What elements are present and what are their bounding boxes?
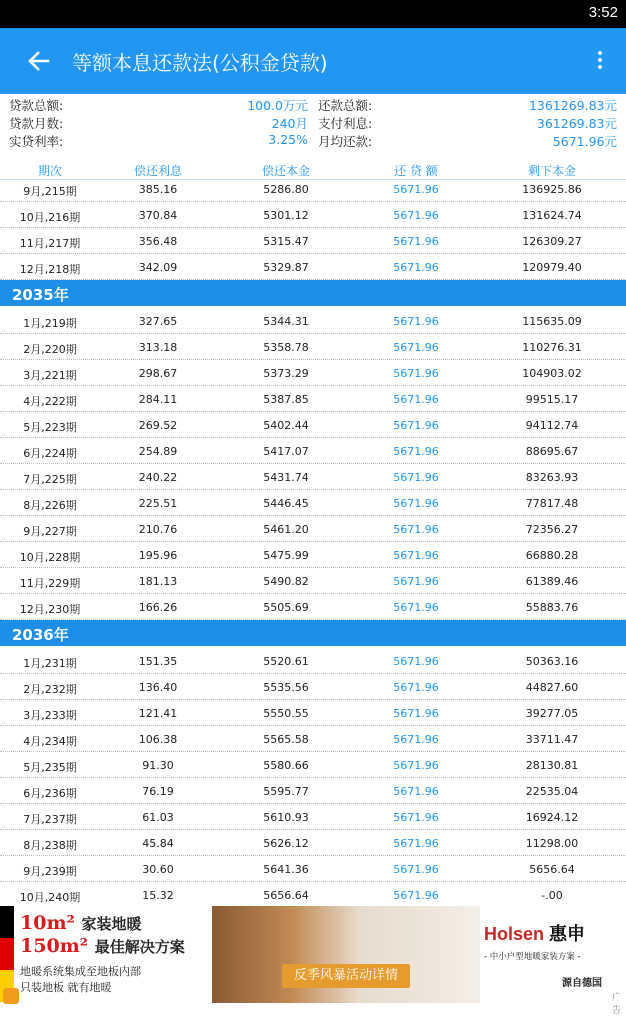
- table-cell: 5595.77: [263, 785, 309, 798]
- table-cell: 210.76: [138, 523, 178, 536]
- table-cell: 385.16: [138, 183, 178, 196]
- table-cell: 8月,226期: [23, 499, 77, 512]
- table-cell: 88695.67: [525, 445, 579, 458]
- table-cell: 5461.20: [263, 523, 309, 536]
- table-cell: 5535.56: [263, 681, 309, 694]
- table-cell: 5626.12: [263, 837, 309, 850]
- table-cell: 5373.29: [263, 367, 309, 380]
- ad-tagline: - 中小户型地暖家装方案 -: [484, 952, 581, 962]
- table-cell: 9月,215期: [23, 185, 77, 198]
- table-cell: 284.11: [138, 393, 178, 406]
- table-cell: 83263.93: [525, 471, 579, 484]
- table-row: [0, 516, 626, 542]
- table-cell: 1月,219期: [23, 317, 77, 330]
- ad-brand-block: [484, 920, 624, 962]
- table-row: [0, 648, 626, 674]
- table-cell: 5358.78: [263, 341, 309, 354]
- table-cell: 11298.00: [525, 837, 579, 850]
- table-cell: 5565.58: [263, 733, 309, 746]
- column-header: 偿还本金: [261, 164, 310, 178]
- table-cell: 3月,233期: [23, 709, 77, 722]
- table-cell: 15.32: [142, 889, 174, 902]
- ad-headline-1: 10m² 家装地暖: [20, 912, 142, 934]
- table-cell: 5431.74: [263, 471, 309, 484]
- table-row: [0, 594, 626, 620]
- table-cell: 9月,239期: [23, 865, 77, 878]
- table-cell: 104903.02: [522, 367, 582, 380]
- table-cell: -.00: [541, 889, 563, 902]
- table-cell: 225.51: [138, 497, 178, 510]
- table-cell: 5656.64: [529, 863, 575, 876]
- table-row: [0, 202, 626, 228]
- table-cell: 4月,234期: [23, 735, 77, 748]
- table-cell: 356.48: [138, 235, 178, 248]
- table-cell: 5671.96: [393, 759, 439, 772]
- table-cell: 313.18: [138, 341, 178, 354]
- table-row: [0, 882, 626, 908]
- table-cell: 12月,218期: [19, 263, 81, 276]
- table-row: [0, 334, 626, 360]
- table-cell: 12月,230期: [19, 603, 81, 616]
- table-row: [0, 490, 626, 516]
- table-cell: 110276.31: [522, 341, 582, 354]
- table-cell: 61.03: [142, 811, 174, 824]
- table-row: [0, 228, 626, 254]
- table-cell: 5671.96: [393, 315, 439, 328]
- table-cell: 5671.96: [393, 863, 439, 876]
- table-cell: 5671.96: [393, 183, 439, 196]
- year-header: [0, 620, 626, 646]
- table-cell: 4月,222期: [23, 395, 77, 408]
- table-cell: 6月,236期: [23, 787, 77, 800]
- table-cell: 5671.96: [393, 811, 439, 824]
- table-cell: 5344.31: [263, 315, 309, 328]
- table-cell: 5580.66: [263, 759, 309, 772]
- year-label: 2036年: [12, 626, 69, 644]
- table-cell: 370.84: [138, 209, 178, 222]
- status-bar: [0, 0, 626, 28]
- summary-value: 5671.96元: [552, 134, 617, 149]
- table-cell: 61389.46: [525, 575, 579, 588]
- table-cell: 7月,237期: [23, 813, 77, 826]
- table-cell: 5417.07: [263, 445, 309, 458]
- table-cell: 91.30: [142, 759, 174, 772]
- table-row: [0, 438, 626, 464]
- column-header: 期次: [37, 164, 62, 178]
- table-cell: 136925.86: [522, 183, 582, 196]
- table-cell: 16924.12: [525, 811, 579, 824]
- table-cell: 106.38: [138, 733, 178, 746]
- summary-row: [0, 114, 626, 132]
- table-row: [0, 830, 626, 856]
- summary-value: 100.0万元: [247, 98, 308, 113]
- table-cell: 5671.96: [393, 889, 439, 902]
- table-cell: 8月,238期: [23, 839, 77, 852]
- ad-banner[interactable]: [0, 906, 626, 1016]
- table-row: [0, 700, 626, 726]
- table-row: [0, 412, 626, 438]
- table-cell: 5475.99: [263, 549, 309, 562]
- table-cell: 131624.74: [522, 209, 582, 222]
- summary-label: 实贷利率:: [9, 134, 64, 149]
- table-cell: 76.19: [142, 785, 174, 798]
- table-cell: 5671.96: [393, 549, 439, 562]
- ad-details-button[interactable]: 反季风暴活动详情: [282, 964, 410, 988]
- table-cell: 136.40: [138, 681, 178, 694]
- table-row: [0, 778, 626, 804]
- more-options-icon[interactable]: [588, 48, 612, 74]
- table-cell: 3月,221期: [23, 369, 77, 382]
- table-cell: 120979.40: [522, 261, 582, 274]
- table-cell: 5641.36: [263, 863, 309, 876]
- table-cell: 5387.85: [263, 393, 309, 406]
- table-cell: 10月,240期: [19, 891, 81, 904]
- summary-value: 361269.83元: [536, 116, 617, 131]
- table-cell: 5671.96: [393, 497, 439, 510]
- table-cell: 5671.96: [393, 601, 439, 614]
- summary-row: [0, 96, 626, 114]
- table-row: [0, 726, 626, 752]
- table-cell: 33711.47: [525, 733, 579, 746]
- table-cell: 28130.81: [525, 759, 579, 772]
- ad-label: 广告: [612, 993, 622, 1016]
- table-cell: 5671.96: [393, 655, 439, 668]
- column-header: 剩下本金: [527, 164, 576, 178]
- table-row: [0, 856, 626, 882]
- table-row: [0, 308, 626, 334]
- table-cell: 5671.96: [393, 261, 439, 274]
- table-cell: 99515.17: [525, 393, 579, 406]
- table-cell: 9月,227期: [23, 525, 77, 538]
- table-cell: 126309.27: [522, 235, 582, 248]
- table-cell: 22535.04: [525, 785, 579, 798]
- year-label: 2035年: [12, 286, 69, 304]
- page-title: 等额本息还款法(公积金贷款): [72, 51, 328, 75]
- table-row: [0, 386, 626, 412]
- app-bar: [0, 28, 626, 94]
- column-header: 还 贷 额: [394, 164, 438, 178]
- table-cell: 166.26: [138, 601, 178, 614]
- summary-label: 贷款总额:: [9, 98, 64, 113]
- table-cell: 5月,223期: [23, 421, 77, 434]
- summary-label: 贷款月数:: [9, 116, 64, 131]
- table-cell: 240.22: [138, 471, 178, 484]
- table-cell: 5671.96: [393, 235, 439, 248]
- table-cell: 6月,224期: [23, 447, 77, 460]
- table-cell: 5671.96: [393, 707, 439, 720]
- table-cell: 327.65: [138, 315, 178, 328]
- loan-summary: [0, 96, 626, 156]
- ad-photo: [212, 906, 480, 1003]
- app-badge-icon: [3, 988, 19, 1004]
- ad-headline-2: 150m² 最佳解决方案: [20, 935, 185, 957]
- table-cell: 181.13: [138, 575, 178, 588]
- status-time: 3:52: [588, 4, 618, 21]
- table-cell: 2月,220期: [23, 343, 77, 356]
- table-cell: 11月,217期: [19, 237, 81, 250]
- table-cell: 5505.69: [263, 601, 309, 614]
- table-cell: 5550.55: [263, 707, 309, 720]
- table-row: [0, 254, 626, 280]
- summary-value: 1361269.83元: [528, 98, 617, 113]
- summary-label: 还款总额:: [318, 98, 373, 113]
- table-cell: 2月,232期: [23, 683, 77, 696]
- table-cell: 5671.96: [393, 341, 439, 354]
- ad-origin: 源自德国: [562, 978, 602, 989]
- table-cell: 5671.96: [393, 523, 439, 536]
- table-cell: 5315.47: [263, 235, 309, 248]
- table-row: [0, 674, 626, 700]
- summary-value: 3.25%: [268, 132, 308, 147]
- table-row: [0, 804, 626, 830]
- table-cell: 5671.96: [393, 733, 439, 746]
- table-cell: 5671.96: [393, 471, 439, 484]
- table-cell: 269.52: [138, 419, 178, 432]
- table-cell: 55883.76: [525, 601, 579, 614]
- table-cell: 115635.09: [522, 315, 582, 328]
- table-cell: 5671.96: [393, 785, 439, 798]
- table-cell: 254.89: [138, 445, 178, 458]
- table-cell: 7月,225期: [23, 473, 77, 486]
- table-cell: 5610.93: [263, 811, 309, 824]
- summary-row: [0, 132, 626, 150]
- table-cell: 195.96: [138, 549, 178, 562]
- table-cell: 5520.61: [263, 655, 309, 668]
- table-cell: 5490.82: [263, 575, 309, 588]
- table-cell: 5671.96: [393, 393, 439, 406]
- table-cell: 30.60: [142, 863, 174, 876]
- table-cell: 50363.16: [525, 655, 579, 668]
- table-cell: 10月,216期: [19, 211, 81, 224]
- table-cell: 5671.96: [393, 575, 439, 588]
- summary-value: 240月: [271, 116, 308, 131]
- table-cell: 5671.96: [393, 681, 439, 694]
- back-arrow-icon[interactable]: [20, 46, 56, 76]
- table-cell: 121.41: [138, 707, 178, 720]
- ad-text-block: [20, 912, 210, 996]
- table-cell: 298.67: [138, 367, 178, 380]
- table-cell: 5671.96: [393, 445, 439, 458]
- year-header: [0, 280, 626, 306]
- table-cell: 5286.80: [263, 183, 309, 196]
- table-row: [0, 542, 626, 568]
- table-cell: 5671.96: [393, 367, 439, 380]
- table-cell: 72356.27: [525, 523, 579, 536]
- ad-line-2: 只装地板 就有地暖: [20, 981, 112, 994]
- table-row: [0, 176, 626, 202]
- ad-line-1: 地暖系统集成至地板内部: [20, 965, 141, 978]
- table-cell: 5402.44: [263, 419, 309, 432]
- table-cell: 11月,229期: [19, 577, 81, 590]
- table-cell: 5329.87: [263, 261, 309, 274]
- table-cell: 5656.64: [263, 889, 309, 902]
- table-cell: 5446.45: [263, 497, 309, 510]
- table-cell: 5301.12: [263, 209, 309, 222]
- table-cell: 5月,235期: [23, 761, 77, 774]
- table-cell: 1月,231期: [23, 657, 77, 670]
- table-cell: 10月,228期: [19, 551, 81, 564]
- table-cell: 151.35: [138, 655, 178, 668]
- repayment-schedule-list[interactable]: [0, 184, 626, 906]
- summary-label: 月均还款:: [318, 134, 373, 149]
- table-cell: 94112.74: [525, 419, 579, 432]
- table-row: [0, 464, 626, 490]
- table-cell: 39277.05: [525, 707, 579, 720]
- table-row: [0, 752, 626, 778]
- table-cell: 45.84: [142, 837, 174, 850]
- table-cell: 77817.48: [525, 497, 579, 510]
- table-row: [0, 568, 626, 594]
- table-cell: 5671.96: [393, 419, 439, 432]
- table-cell: 5671.96: [393, 837, 439, 850]
- column-header: 偿还利息: [133, 164, 182, 178]
- ad-brand-logo: Holsen 惠申: [484, 924, 586, 944]
- table-cell: 44827.60: [525, 681, 579, 694]
- table-row: [0, 360, 626, 386]
- table-cell: 66880.28: [525, 549, 579, 562]
- table-cell: 5671.96: [393, 209, 439, 222]
- table-cell: 342.09: [138, 261, 178, 274]
- summary-label: 支付利息:: [318, 116, 373, 131]
